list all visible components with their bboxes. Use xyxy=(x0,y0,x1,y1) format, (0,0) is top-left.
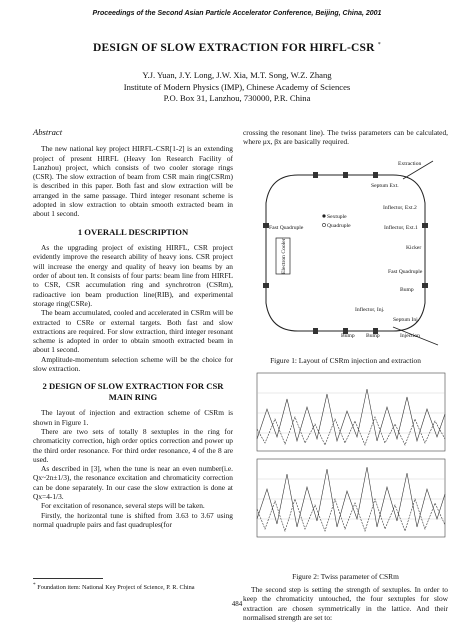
author-list: Y.J. Yuan, J.Y. Long, J.W. Xia, M.T. Song, W.Z. Zhang xyxy=(142,70,332,80)
section-2-paragraph-3: As described in [3], when the tune is near an even number(i.e. Qx~2n±1/3), the resonance excitation and chromaticity correction can be done separately. In our case the slow extraction is done at Qx=4-1/3. xyxy=(33,464,233,501)
footnote-mark: * xyxy=(33,582,36,588)
right-column-paragraph-after-figures: The second step is setting the strength of sextuples. In order to keep the chromaticity untouched, the four sextuples for slow extraction are chosen symmetrically in the lattice. And their normalised strength are set to: xyxy=(243,585,448,623)
label-fast-quadruple-right: Fast Quadruple xyxy=(388,268,423,275)
right-column xyxy=(243,128,448,622)
twiss-parameter-plot xyxy=(243,369,448,547)
affiliation-line-2: P.O. Box 31, Lanzhou, 730000, P.R. China xyxy=(163,93,311,103)
section-2-paragraph-4: For excitation of resonance, several steps will be taken. xyxy=(41,501,205,511)
label-bump-b: Bump xyxy=(366,332,380,339)
abstract-text: The new national key project HIRFL-CSR[1-2] is an extending project of present HIRFL (Heavy Ion Research Facility of Lanzhou) project, which consists of two cooler storage rings (CSR). The slow extraction of beam from CSR main ring(CSRm) is described in this paper. Both fast and slow extraction will be arranged in the same passage. Third integer resonant scheme is adopted in slow extraction to obtain smooth extracted beam in about 1 second. xyxy=(33,144,233,219)
abstract-heading: Abstract xyxy=(33,127,63,137)
figure-2-twiss-plot xyxy=(243,369,448,569)
paper-title xyxy=(0,42,474,54)
quadruple-legend-marker xyxy=(322,223,325,226)
label-electron-cooler: Electron Cooler xyxy=(281,238,287,274)
label-septum-inj: Septum Inj. xyxy=(393,316,420,323)
label-fast-quadruple-left: Fast Quadruple xyxy=(269,224,304,231)
label-bump-a: Bump xyxy=(341,332,355,339)
sextuple-legend-marker xyxy=(322,214,325,217)
section-2-paragraph-5: Firstly, the horizontal tune is shifted from 3.63 to 3.67 using normal quadruple pairs and fast quadruples(for xyxy=(33,510,233,529)
label-inflector-ext2: Inflector, Ext.2 xyxy=(383,204,417,211)
label-inflector-ext1: Inflector, Ext.1 xyxy=(384,224,418,231)
section-2-heading: 2 DESIGN OF SLOW EXTRACTION FOR CSR MAIN RING xyxy=(42,381,224,402)
author-block xyxy=(0,70,474,105)
label-septum-ext: Septum Ext. xyxy=(371,182,399,189)
label-kicker: Kicker xyxy=(406,244,422,251)
label-injection: Injection xyxy=(400,332,420,339)
ring-layout-diagram xyxy=(243,153,448,353)
beta-function-curves xyxy=(257,389,445,531)
figure-2-caption: Figure 2: Twiss parameter of CSRm xyxy=(292,571,399,581)
title-text: DESIGN OF SLOW EXTRACTION FOR HIRFL-CSR xyxy=(93,42,375,54)
label-inflector-inj: Inflector, Inj. xyxy=(355,306,385,313)
section-1-paragraph-2: The beam accumulated, cooled and accelerated in CSRm will be extracted to CSRe or external targets. Both fast and slow extractions are required. For slow extraction, third integer resonant scheme is adopted in order to obtain smooth extracted beam in about 1 second. xyxy=(33,308,233,355)
section-2-paragraph-1: The layout of injection and extraction scheme of CSRm is shown in Figure 1. xyxy=(33,408,233,427)
footnote xyxy=(33,582,233,591)
section-1-heading: 1 OVERALL DESCRIPTION xyxy=(77,226,189,237)
label-sextuple: Sextuple xyxy=(327,213,347,220)
affiliation-line-1: Institute of Modern Physics (IMP), Chinese Academy of Sciences xyxy=(123,81,351,92)
label-extraction: Extraction xyxy=(398,160,422,167)
right-column-continuation: crossing the resonant line). The twiss parameters can be calculated, where μx, βx are basically required. xyxy=(243,128,448,147)
label-quadruple: Quadruple xyxy=(327,222,351,229)
section-1-paragraph-3: Amplitude-momentum selection scheme will be the choice for slow extraction. xyxy=(33,354,233,374)
footnote-text: Foundation item: National Key Project of Science, P. R. China xyxy=(37,584,195,592)
plot-gridlines xyxy=(257,393,445,519)
title-footnote-mark: * xyxy=(377,42,381,49)
figure-1-caption: Figure 1: Layout of CSRm injection and extraction xyxy=(270,355,421,365)
footnote-rule xyxy=(33,578,103,579)
page-number: 484 xyxy=(231,600,243,608)
left-column xyxy=(33,128,233,529)
magnet-elements xyxy=(263,172,428,334)
label-bump-right: Bump xyxy=(400,286,414,293)
figure-1-layout xyxy=(243,153,448,353)
section-1-paragraph-1: As the upgrading project of existing HIRFL, CSR project evidently improve the research ability of heavy ions. CSR project will increase the energy and quality of heavy ion beams by an order of about ten. It consists of four parts: beam line from HIRFL to CSR, CSR accumulation ring and synchrotron (CSRm), radioactive ion beam production line(RIB), and experimental storage ring(CSRe). xyxy=(33,243,233,308)
running-header: Proceedings of the Second Asian Particle Accelerator Conference, Beijing, China, 2001 xyxy=(92,10,382,17)
section-2-paragraph-2: There are two sets of totally 8 sextuples in the ring for chromaticity correction, high order optics correction and power up the third order resonance. For third order resonance, 4 of the 8 are used. xyxy=(33,426,233,464)
